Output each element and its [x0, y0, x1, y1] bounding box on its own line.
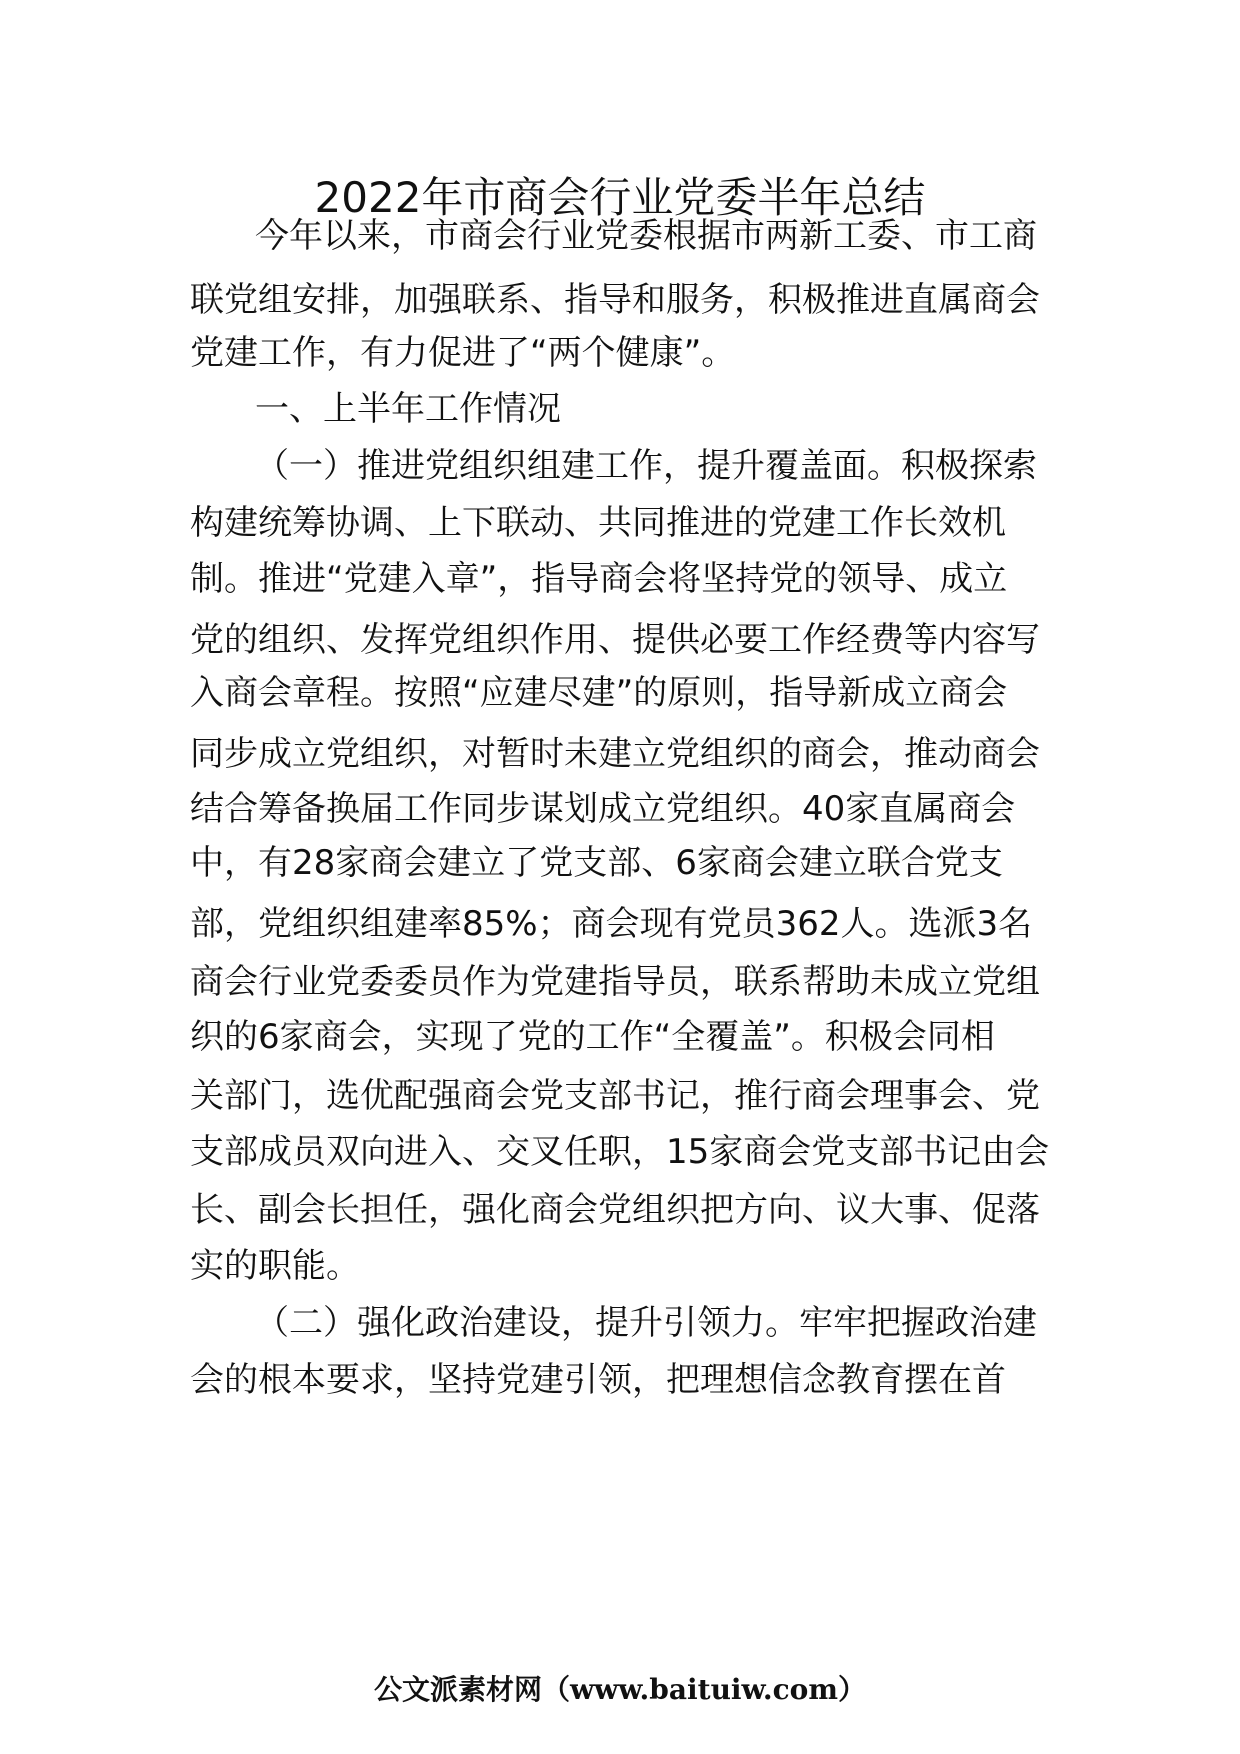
paragraph-line: 结合筹备换届工作同步谋划成立党组织。40家直属商会	[190, 789, 1016, 829]
paragraph-line: 关部门，选优配强商会党支部书记，推行商会理事会、党	[190, 1076, 1040, 1116]
paragraph-line: 构建统筹协调、上下联动、共同推进的党建工作长效机	[190, 503, 1006, 543]
paragraph-line: 党建工作，有力促进了“两个健康”。	[190, 333, 736, 373]
paragraph-line: 同步成立党组织，对暂时未建立党组织的商会，推动商会	[190, 734, 1040, 774]
document-title: 2022年市商会行业党委半年总结	[314, 173, 926, 222]
paragraph-line: 中，有28家商会建立了党支部、6家商会建立联合党支	[190, 843, 1003, 883]
paragraph-line: 制。推进“党建入章”，指导商会将坚持党的领导、成立	[190, 559, 1008, 599]
paragraph-line: 商会行业党委委员作为党建指导员，联系帮助未成立党组	[190, 962, 1040, 1002]
subsection-heading-line: （二）强化政治建设，提升引领力。牢牢把握政治建	[255, 1303, 1037, 1343]
paragraph-line: 支部成员双向进入、交叉任职，15家商会党支部书记由会	[190, 1132, 1050, 1172]
paragraph-line: 党的组织、发挥党组织作用、提供必要工作经费等内容写	[190, 620, 1040, 660]
paragraph-line: 实的职能。	[190, 1246, 360, 1286]
paragraph-line: 联党组安排，加强联系、指导和服务，积极推进直属商会	[190, 280, 1040, 320]
paragraph-line: 长、副会长担任，强化商会党组织把方向、议大事、促落	[190, 1190, 1040, 1230]
section-heading: 一、上半年工作情况	[255, 389, 561, 429]
paragraph-line: 今年以来，市商会行业党委根据市两新工委、市工商	[255, 216, 1037, 256]
paragraph-line: 入商会章程。按照“应建尽建”的原则，指导新成立商会	[190, 673, 1008, 713]
paragraph-line: 织的6家商会，实现了党的工作“全覆盖”。积极会同相	[190, 1017, 995, 1057]
subsection-heading-line: （一）推进党组织组建工作，提升覆盖面。积极探索	[255, 446, 1037, 486]
paragraph-line: 部，党组织组建率85%；商会现有党员362人。选派3名	[190, 904, 1033, 944]
footer-watermark: 公文派素材网（www.baituiw.com）	[374, 1673, 866, 1706]
paragraph-line: 会的根本要求，坚持党建引领，把理想信念教育摆在首	[190, 1360, 1006, 1400]
